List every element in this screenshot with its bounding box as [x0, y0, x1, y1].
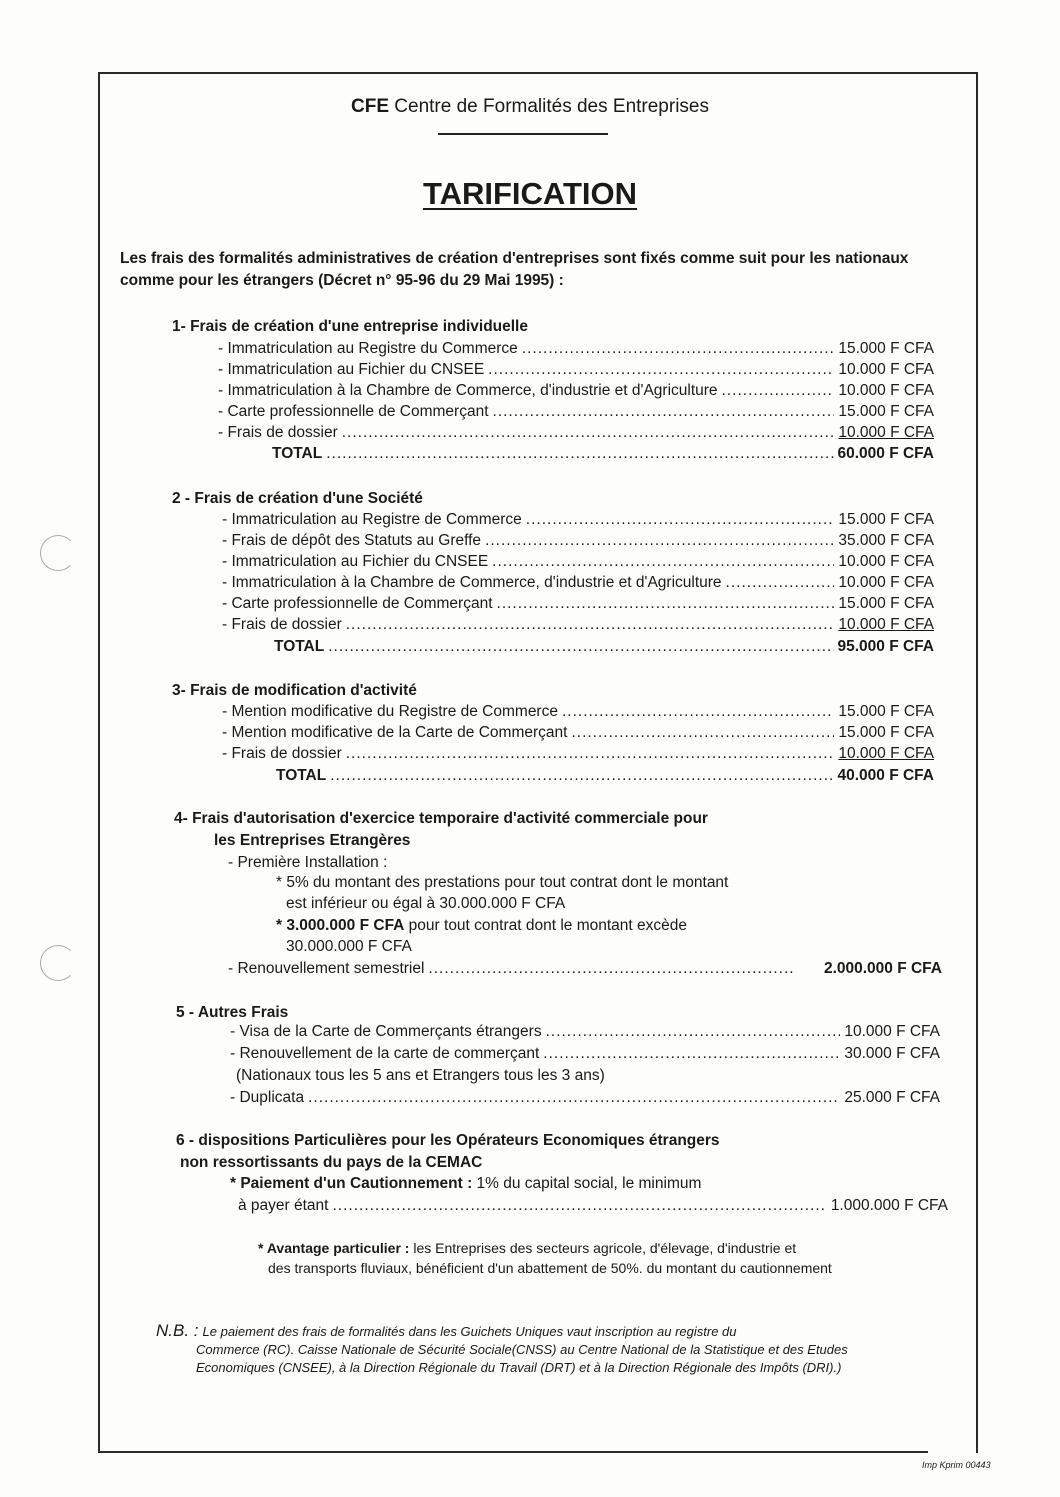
section-2-title: 2 - Frais de création d'une Société [172, 490, 423, 507]
fee-row: - Renouvellement de la carte de commerçant ..... 30.000 F CFA [230, 1043, 940, 1064]
fee-row: - Carte professionnelle de Commerçant ..... 15.000 F CFA [222, 593, 934, 614]
fee-row: - Immatriculation au Registre de Commerce ..... 15.000 F CFA [222, 509, 934, 530]
org-abbr: CFE [351, 96, 390, 117]
total-row: TOTAL ..... 95.000 F CFA [274, 636, 934, 657]
bond-text: * Paiement d'un Cautionnement : 1% du capital social, le minimum [230, 1175, 702, 1192]
fee-row: - Frais de dossier ..... 10.000 F CFA [218, 422, 934, 443]
fee-row: - Frais de dossier ..... 10.000 F CFA [222, 614, 934, 635]
fee-row: - Visa de la Carte de Commerçants étrangers ..... 10.000 F CFA [230, 1021, 940, 1042]
fee-row: - Immatriculation au Fichier du CNSEE ..... 10.000 F CFA [222, 551, 934, 572]
total-row: TOTAL ..... 40.000 F CFA [276, 765, 934, 786]
bullet-text: 30.000.000 F CFA [286, 938, 412, 955]
intro-paragraph: Les frais des formalités administratives de création d'entreprises sont fixés comme suit pour les nationaux comme pour les étrangers (Décret n° 95-96 du 29 Mai 1995) : [120, 250, 909, 289]
advantage-text-cont: des transports fluviaux, bénéficient d'un abattement de 50%. du montant du cautionnement [268, 1260, 832, 1276]
section-5-title: 5 - Autres Frais [176, 1004, 289, 1021]
fee-row: - Carte professionnelle de Commerçant ..... 15.000 F CFA [218, 401, 934, 422]
fee-row: - Duplicata ..... 25.000 F CFA [230, 1087, 940, 1108]
page-title: TARIFICATION [422, 176, 638, 211]
punch-hole-mark [40, 945, 76, 981]
header-divider [438, 133, 608, 135]
page-frame-bottom [98, 1451, 928, 1453]
bullet-text: * 5% du montant des prestations pour tout contrat dont le montant [276, 874, 729, 891]
fee-row: - Frais de dossier ..... 10.000 F CFA [222, 743, 934, 764]
fee-row: à payer étant ..... 1.000.000 F CFA [238, 1195, 948, 1216]
imprint-code: Imp Kprim 00443 [922, 1460, 991, 1470]
advantage-text: * Avantage particulier : les Entreprises des secteurs agricole, d'élevage, d'industrie et [258, 1240, 797, 1256]
section-6-title: 6 - dispositions Particulières pour les Opérateurs Economiques étrangers [176, 1132, 720, 1149]
first-install-label: - Première Installation : [228, 854, 388, 871]
section-1-title: 1- Frais de création d'une entreprise individuelle [172, 318, 528, 335]
org-name: Centre de Formalités des Entreprises [394, 96, 709, 117]
footnote: N.B. : Le paiement des frais de formalités dans les Guichets Uniques vaut inscription au registre du Commerce (RC). Caisse Nationale de Sécurité Sociale(CNSS) au Centre National de la Statistique et des Etudes Economiques (CNSEE), à la Direction Régionale du Travail (DRT) et à la Direction Régionale des Impôts (DRI).) [156, 1321, 848, 1375]
org-title [0, 96, 1060, 118]
fee-row: - Immatriculation à la Chambre de Commerce, d'industrie et d'Agriculture ..... 10.000 F CFA [222, 572, 934, 593]
fee-row: - Mention modificative du Registre de Commerce ..... 15.000 F CFA [222, 701, 934, 722]
fee-row: - Immatriculation au Registre du Commerce ..... 15.000 F CFA [218, 338, 934, 359]
section-4-title-cont: les Entreprises Etrangères [214, 832, 411, 849]
section-4-title: 4- Frais d'autorisation d'exercice temporaire d'activité commerciale pour [174, 810, 708, 827]
bullet-text: * 3.000.000 F CFA pour tout contrat dont le montant excède [276, 917, 688, 934]
fee-row: - Immatriculation au Fichier du CNSEE ..... 10.000 F CFA [218, 359, 934, 380]
total-row: TOTAL ..... 60.000 F CFA [272, 443, 934, 464]
bullet-text: est inférieur ou égal à 30.000.000 F CFA [286, 895, 566, 912]
fee-row: - Immatriculation à la Chambre de Commerce, d'industrie et d'Agriculture ..... 10.000 F CFA [218, 380, 934, 401]
section-6-title-cont: non ressortissants du pays de la CEMAC [180, 1154, 483, 1171]
section-3-title: 3- Frais de modification d'activité [172, 682, 417, 699]
fee-row: - Frais de dépôt des Statuts au Greffe ..... 35.000 F CFA [222, 530, 934, 551]
fee-row: - Mention modificative de la Carte de Commerçant ..... 15.000 F CFA [222, 722, 934, 743]
punch-hole-mark [40, 535, 76, 571]
renewal-note: (Nationaux tous les 5 ans et Etrangers tous les 3 ans) [236, 1067, 605, 1084]
fee-row: - Renouvellement semestriel ..... 2.000.000 F CFA [228, 958, 942, 979]
